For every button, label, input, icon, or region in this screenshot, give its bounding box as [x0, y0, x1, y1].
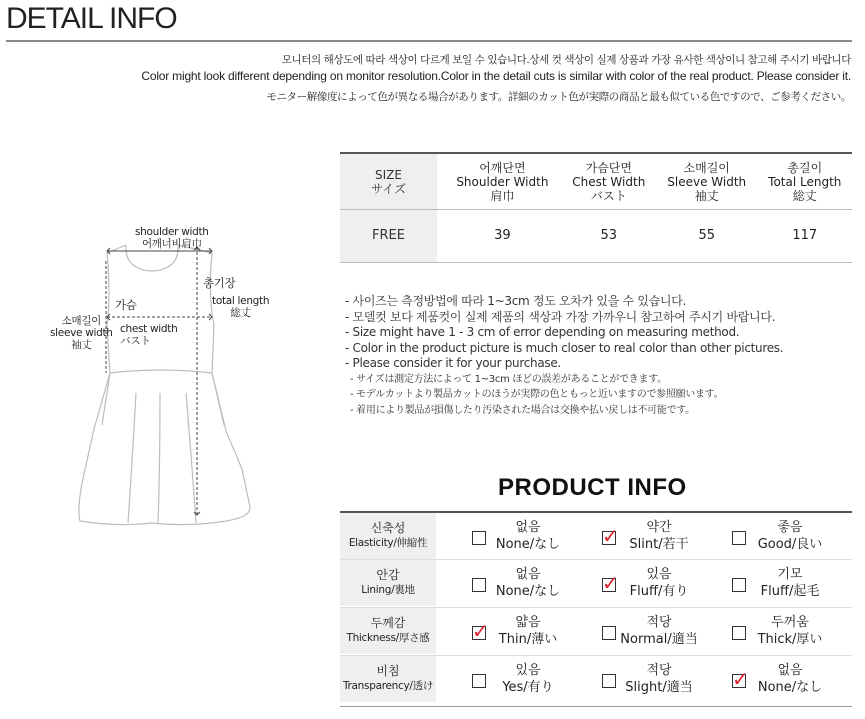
size-table	[340, 152, 852, 263]
total-label: total length 総丈	[212, 295, 270, 319]
product-info-label: 신축성 Elasticity/伸縮性	[340, 513, 436, 559]
option-checkbox[interactable]	[732, 531, 746, 545]
notice-japanese: モニター解像度によって色が異なる場合があります。詳細のカット色が実際の商品と最も似ている色ですので、ご参考ください。	[266, 91, 851, 103]
option-checkbox[interactable]	[602, 571, 619, 595]
column-header-chest: 가슴단면 Chest Width バスト	[562, 153, 656, 210]
product-info-row-transparency	[340, 655, 852, 702]
notice-english: Color might look different depending on monitor resolution.Color in the detail cuts is similar with color of the real product. Please consider it.	[141, 69, 851, 83]
option-label: 있음 Yes/有り	[502, 663, 554, 695]
check-icon: ✓	[472, 619, 489, 643]
sleeve-value: 55	[656, 210, 758, 263]
page-title: DETAIL INFO	[6, 2, 177, 35]
size-table-header	[340, 153, 852, 210]
product-info-row-thickness	[340, 607, 852, 654]
chest-label: chest width バスト	[120, 323, 178, 347]
option-checkbox[interactable]	[472, 578, 486, 592]
size-value: FREE	[340, 210, 437, 263]
product-info-table	[340, 511, 852, 707]
option-label: 약간 Slint/若干	[629, 520, 689, 552]
product-info-label: 안감 Lining/裏地	[340, 560, 436, 606]
dress-illustration	[40, 225, 300, 535]
column-header-shoulder: 어깨단면 Shoulder Width 肩巾	[443, 153, 562, 210]
option-checkbox[interactable]	[472, 619, 489, 643]
check-icon: ✓	[732, 667, 749, 691]
note-line: - Please consider it for your purchase.	[345, 356, 561, 370]
product-info-label: 비침 Transparency/透け	[340, 656, 436, 702]
column-header-total-length: 총길이 Total Length 総丈	[758, 153, 852, 210]
option-label: 있음 Fluff/有り	[629, 567, 689, 599]
option-checkbox[interactable]	[472, 674, 486, 688]
option-label: 얇음 Thin/薄い	[498, 615, 558, 647]
option-checkbox[interactable]	[732, 626, 746, 640]
chest-value: 53	[562, 210, 656, 263]
option-label: 두꺼움 Thick/厚い	[757, 615, 823, 647]
option-label: 좋음 Good/良い	[757, 520, 823, 552]
option-checkbox[interactable]	[472, 531, 486, 545]
shoulder-label: shoulder width 어깨너비肩巾	[135, 226, 209, 250]
note-line: - Size might have 1 - 3 cm of error depending on measuring method.	[345, 325, 740, 339]
product-info-title: PRODUCT INFO	[498, 474, 687, 501]
product-info-row-elasticity	[340, 513, 852, 559]
note-line: - Color in the product picture is much closer to real color than other pictures.	[345, 340, 784, 355]
garment-diagram	[40, 225, 300, 535]
total-ko-label: 총기장	[203, 276, 236, 290]
option-label: 없음 None/なし	[495, 567, 561, 599]
column-header-sleeve: 소매길이 Sleeve Width 袖丈	[656, 153, 758, 210]
note-line: - サイズは測定方法によって 1~3cm ほどの誤差があることができます。	[350, 373, 667, 385]
option-checkbox[interactable]	[602, 524, 619, 548]
note-line: - 모델컷 보다 제품컷이 실제 제품의 색상과 가장 가까우니 참고하여 주시기 바랍니다.	[345, 309, 776, 324]
option-label: 기모 Fluff/起毛	[760, 567, 820, 599]
option-checkbox[interactable]	[732, 578, 746, 592]
title-divider	[6, 40, 852, 42]
product-info-label: 두께감 Thickness/厚さ感	[340, 608, 436, 654]
option-checkbox[interactable]	[602, 674, 616, 688]
option-checkbox[interactable]	[732, 667, 749, 691]
option-label: 없음 None/なし	[757, 663, 823, 695]
option-checkbox[interactable]	[602, 626, 616, 640]
notice-korean: 모니터의 해상도에 따라 색상이 다르게 보일 수 있습니다.상세 컷 색상이 실제 상품과 가장 유사한 색상이니 참고해 주시기 바랍니다	[281, 54, 851, 66]
product-info-row-lining	[340, 559, 852, 606]
note-line: - 着用により製品が損傷したり汚染された場合は交換や払い戻しは不可能です。	[350, 404, 695, 416]
option-label: 적당 Slight/適当	[625, 663, 693, 695]
size-header-cell: SIZE サイズ	[340, 153, 437, 210]
total-length-value: 117	[758, 210, 852, 263]
check-icon: ✓	[602, 571, 619, 595]
option-label: 없음 None/なし	[495, 520, 561, 552]
chest-ko-label: 가슴	[115, 298, 137, 312]
check-icon: ✓	[602, 524, 619, 548]
table-row	[340, 210, 852, 263]
note-line: - 사이즈는 측정방법에 따라 1~3cm 정도 오차가 있을 수 있습니다.	[345, 294, 687, 308]
shoulder-value: 39	[443, 210, 562, 263]
size-notes	[345, 294, 783, 418]
option-label: 적당 Normal/適当	[620, 615, 698, 647]
note-line: - モデルカットより製品カットのほうが実際の色ともっと近いますので参照願います。	[350, 389, 724, 400]
sleeve-label: 소매길이 sleeve width 袖丈	[50, 315, 113, 351]
